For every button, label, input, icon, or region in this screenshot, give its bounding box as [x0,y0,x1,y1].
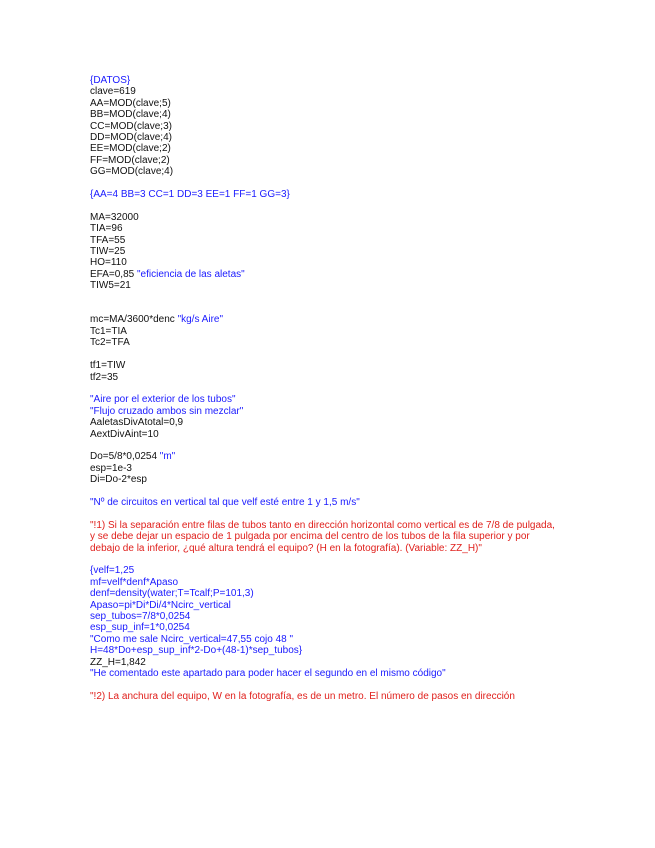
commented-code-line: {velf=1,25 [90,565,135,577]
mc-code: mc=MA/3600*denc [90,314,178,326]
code-line: CC=MOD(clave;3) [90,120,172,132]
efa-line [90,269,560,280]
commented-code-line: denf=density(water;T=Tcalf;P=101,3) [90,588,254,600]
code-line: BB=MOD(clave;4) [90,109,171,121]
datos-header: {DATOS} [90,75,131,86]
commented-code-line: esp_sup_inf=1*0,0254 [90,622,190,634]
code-line: esp=1e-3 [90,462,132,474]
code-line: EE=MOD(clave;2) [90,143,171,155]
do-code: Do=5/8*0,0254 [90,451,160,463]
code-line: tf2=35 [90,371,119,383]
code-line: clave=619 [90,86,136,98]
commented-code-line: H=48*Do+esp_sup_inf*2-Do+(48-1)*sep_tubos} [90,645,303,657]
code-line: DD=MOD(clave;4) [90,132,172,144]
zz-h-line: ZZ_H=1,842 [90,656,146,668]
comment-line: "Flujo cruzado ambos sin mezclar" [90,405,244,417]
efa-comment: "eficiencia de las aletas" [136,268,245,280]
circuitos-comment: "Nº de circuitos en vertical tal que velf esté entre 1 y 1,5 m/s" [90,496,360,508]
code-line: FF=MOD(clave;2) [90,154,170,166]
code-line: HO=110 [90,257,127,269]
code-line: AextDivAint=10 [90,428,159,440]
mc-line [90,314,560,325]
code-line: TIA=96 [90,223,123,235]
document-page [90,75,560,702]
values-comment: {AA=4 BB=3 CC=1 DD=3 EE=1 FF=1 GG=3} [90,189,290,201]
commented-code-line: mf=velf*denf*Apaso [90,576,179,588]
code-line: TIW5=21 [90,280,131,292]
code-line: TFA=55 [90,234,126,246]
code-line: tf1=TIW [90,360,126,372]
code-line: Di=Do-2*esp [90,474,147,486]
code-line: AaletasDivAtotal=0,9 [90,417,184,429]
do-comment: "m" [159,451,176,463]
mc-comment: "kg/s Aire" [177,314,224,326]
do-line [90,451,560,462]
code-line: GG=MOD(clave;4) [90,166,174,178]
code-line: Tc1=TIA [90,325,127,337]
efa-code: EFA=0,85 [90,268,137,280]
code-line: Tc2=TFA [90,337,130,349]
comment-final: "He comentado este apartado para poder hacer el segundo en el mismo código" [90,667,446,679]
commented-code-line: sep_tubos=7/8*0,0254 [90,610,191,622]
commented-code-line: "Como me sale Ncirc_vertical=47,55 cojo 48 " [90,633,294,645]
commented-code-line: Apaso=pi*Di*Di/4*Ncirc_vertical [90,599,231,611]
code-line: MA=32000 [90,211,139,223]
code-line: AA=MOD(clave;5) [90,97,171,109]
code-line: TIW=25 [90,246,126,258]
question-2: "!2) La anchura del equipo, W en la fotografía, es de un metro. El número de pasos en dirección [90,690,515,702]
comment-line: "Aire por el exterior de los tubos" [90,394,236,406]
question-1: "!1) Si la separación entre filas de tubos tanto en dirección horizontal como vertical es de 7/8 de pulgada, y se debe dejar un espacio de 1 pulgada por encima del centro de los tubos de la fila superior y por debajo de la inferior, ¿qué altura tendrá el equipo? (H en la fotografía). (Variable: ZZ_H)" [90,519,555,554]
